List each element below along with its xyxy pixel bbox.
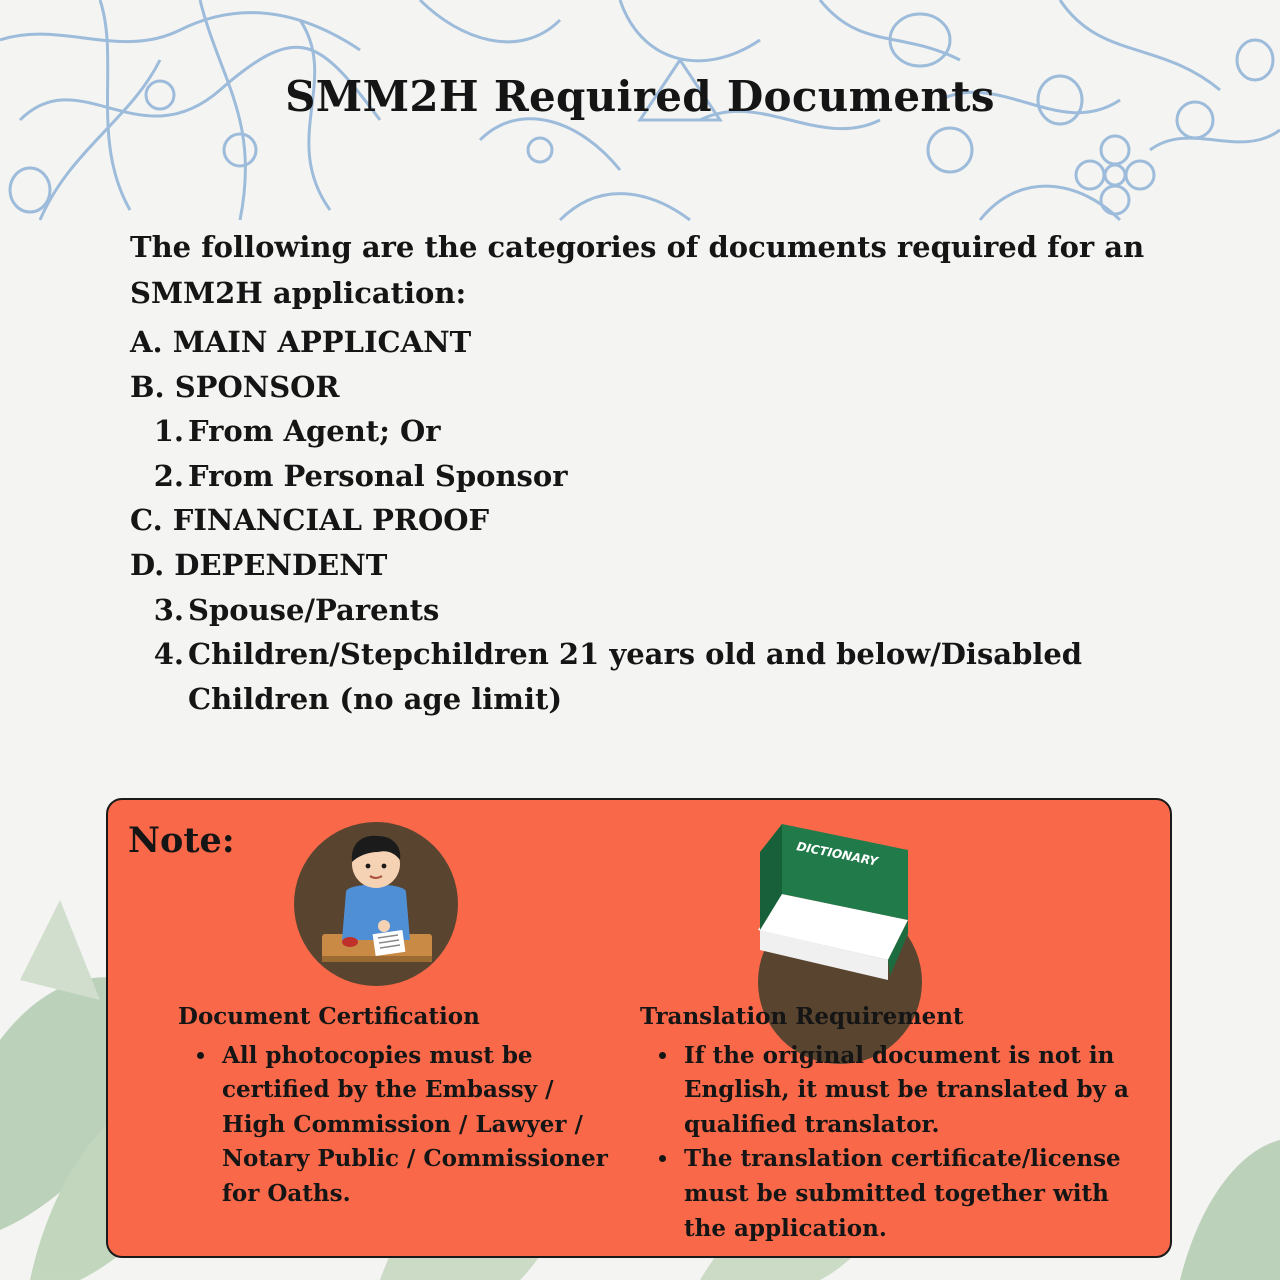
- translation-section: [640, 1000, 1150, 1246]
- list-item-number: 3.: [153, 592, 184, 627]
- category-dependent: D. DEPENDENT: [130, 547, 388, 582]
- list-item: [130, 409, 1170, 454]
- dictionary-label: DICTIONARY: [795, 839, 879, 869]
- category-list: [130, 320, 1170, 721]
- person-signing-illustration: [294, 822, 458, 986]
- list-item-number: 1.: [153, 414, 184, 449]
- certification-section: [178, 1000, 608, 1212]
- list-item-number: 4.: [153, 637, 184, 672]
- list-item-number: 2.: [153, 458, 184, 493]
- certification-title: Document Certification: [178, 1003, 480, 1030]
- list-item-text: From Personal Sponsor: [188, 458, 568, 493]
- category-main-applicant: A. MAIN APPLICANT: [130, 325, 472, 359]
- list-item: [130, 632, 1170, 721]
- list-item-text: Children/Stepchildren 21 years old and below/Disabled Children (no age limit): [188, 637, 1083, 716]
- intro-text: The following are the categories of documents required for an SMM2H application:: [130, 230, 1145, 310]
- translation-bullet: • If the original document is not in English, it must be translated by a qualified translator.: [680, 1039, 1150, 1143]
- list-item-text: From Agent; Or: [188, 414, 441, 449]
- category-financial-proof: C. FINANCIAL PROOF: [130, 503, 490, 538]
- list-item-text: Spouse/Parents: [188, 592, 440, 627]
- list-item: [130, 454, 1170, 499]
- translation-title: Translation Requirement: [640, 1003, 964, 1030]
- translation-bullet: • The translation certificate/license must be submitted together with the application.: [680, 1142, 1150, 1246]
- category-sponsor: B. SPONSOR: [130, 369, 340, 404]
- note-label: Note:: [128, 820, 235, 861]
- page-title: SMM2H Required Documents: [285, 72, 995, 121]
- certification-bullet: • All photocopies must be certified by the Embassy / High Commission / Lawyer / Notary Public / Commissioner for Oaths.: [218, 1039, 608, 1212]
- list-item: [130, 588, 1170, 633]
- note-box: [106, 798, 1172, 1258]
